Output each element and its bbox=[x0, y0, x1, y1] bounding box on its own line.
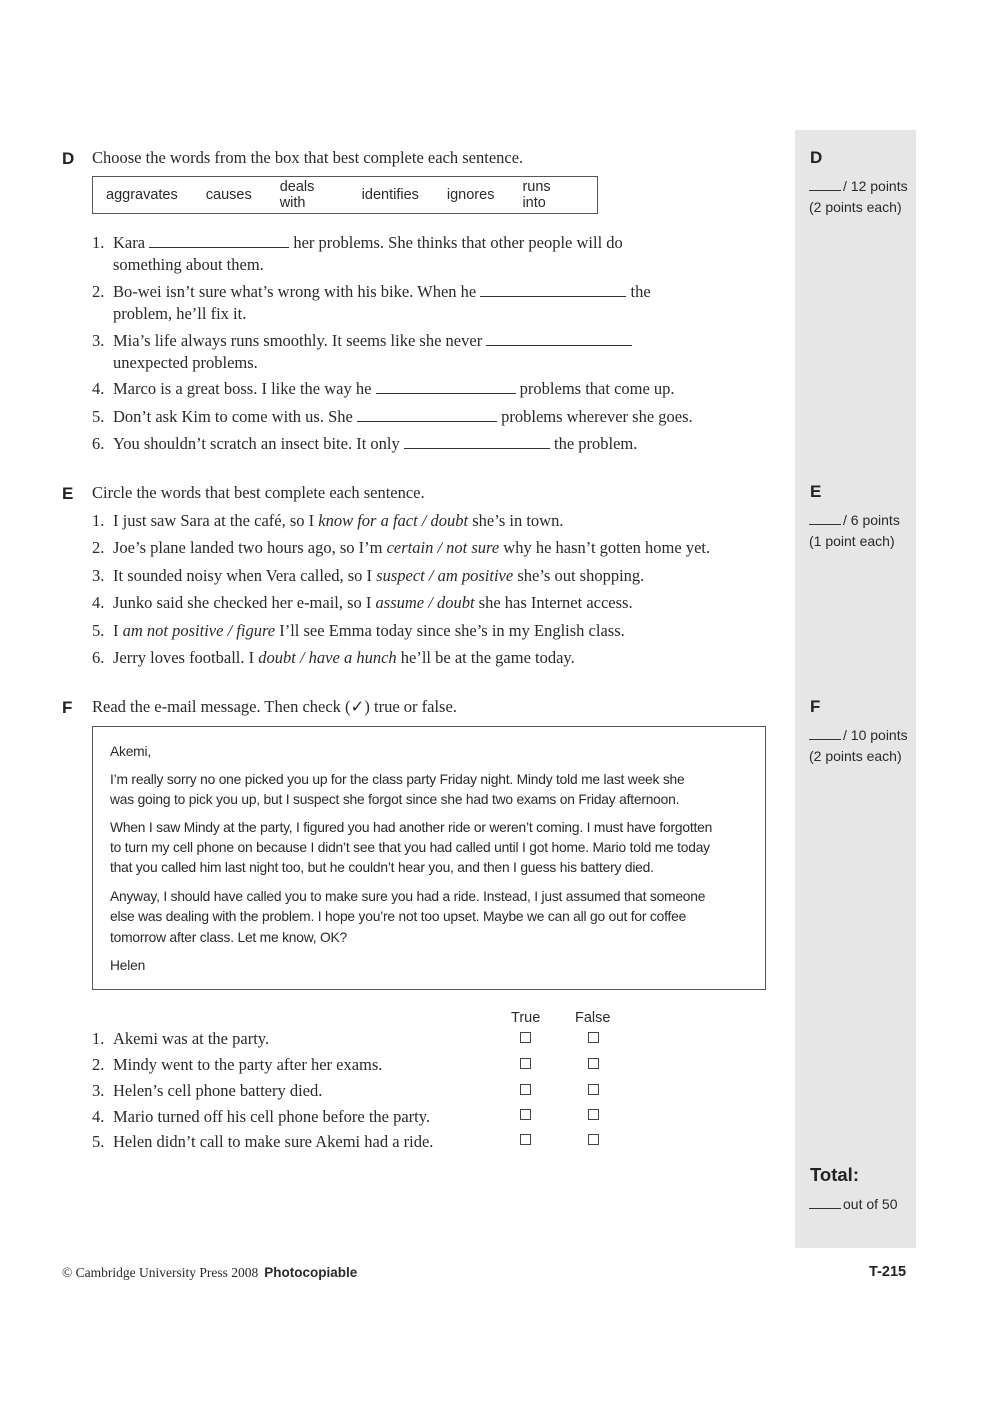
circle-options[interactable]: certain / not sure bbox=[386, 538, 500, 557]
false-checkbox[interactable] bbox=[588, 1084, 599, 1095]
false-checkbox[interactable] bbox=[588, 1109, 599, 1120]
false-checkbox[interactable] bbox=[588, 1058, 599, 1069]
email-signature: Helen bbox=[110, 958, 146, 973]
e-item-3: 3. It sounded noisy when Vera called, so I suspect / am positive she’s out shopping. bbox=[92, 566, 645, 585]
email-line: was going to pick you up, but I suspect she forgot since she had two exams on Friday afternoon. bbox=[110, 792, 680, 807]
email-line: I’m really sorry no one picked you up for the class party Friday night. Mindy told me last week she bbox=[110, 772, 685, 787]
score-blank[interactable] bbox=[809, 178, 841, 191]
section-d-instruction: Choose the words from the box that best complete each sentence. bbox=[92, 148, 524, 167]
f-statement-1: 1. Akemi was at the party. bbox=[92, 1029, 270, 1048]
sidebar-d-each: (2 points each) bbox=[809, 199, 902, 215]
e-item-6: 6. Jerry loves football. I doubt / have a hunch he’ll be at the game today. bbox=[92, 648, 575, 667]
d-item-6: 6. You shouldn’t scratch an insect bite. It only the problem. bbox=[92, 434, 638, 453]
d-item-2: 2. Bo-wei isn’t sure what’s wrong with his bike. When he the bbox=[92, 282, 651, 301]
word-option: runs into bbox=[522, 179, 551, 211]
true-checkbox[interactable] bbox=[520, 1058, 531, 1069]
word-option: aggravates bbox=[106, 187, 178, 203]
word-option: ignores bbox=[446, 187, 495, 203]
email-line: to turn my cell phone on because I didn’t see that you had called until I got home. Mario told me today bbox=[110, 840, 710, 855]
sidebar-d-score: / 12 points bbox=[809, 176, 908, 197]
sidebar-e-each: (1 point each) bbox=[809, 533, 895, 549]
word-option: identifies bbox=[361, 187, 419, 203]
section-d-letter: D bbox=[62, 149, 75, 168]
page-number: T-215 bbox=[869, 1264, 907, 1280]
f-statement-2: 2. Mindy went to the party after her exams. bbox=[92, 1055, 383, 1074]
true-checkbox[interactable] bbox=[520, 1032, 531, 1043]
sidebar-e-score: / 6 points bbox=[809, 510, 900, 531]
f-statement-4: 4. Mario turned off his cell phone before the party. bbox=[92, 1107, 431, 1126]
answer-blank[interactable] bbox=[376, 379, 516, 394]
d-item-3: 3. Mia’s life always runs smoothly. It seems like she never bbox=[92, 330, 632, 352]
e-item-5: 5. I am not positive / figure I’ll see Emma today since she’s in my English class. bbox=[92, 621, 625, 640]
sidebar-total-label: Total: bbox=[810, 1164, 859, 1185]
section-e-letter: E bbox=[62, 484, 74, 503]
photocopiable-label: Photocopiable bbox=[264, 1265, 358, 1280]
true-checkbox[interactable] bbox=[520, 1084, 531, 1095]
email-line: tomorrow after class. Let me know, OK? bbox=[110, 930, 348, 945]
word-option: causes bbox=[205, 187, 252, 203]
answer-blank[interactable] bbox=[486, 331, 632, 346]
sidebar-total-score: out of 50 bbox=[809, 1194, 898, 1215]
d-item-2-cont: problem, he’ll fix it. bbox=[113, 304, 247, 323]
email-line: else was dealing with the problem. I hope you’re not too upset. Maybe we can all go out for coffee bbox=[110, 909, 687, 924]
circle-options[interactable]: am not positive / figure bbox=[122, 621, 276, 640]
d-item-5: 5. Don’t ask Kim to come with us. She problems wherever she goes. bbox=[92, 407, 693, 426]
section-f-instruction: Read the e-mail message. Then check (✓) true or false. bbox=[92, 697, 457, 716]
d-item-1-cont: something about them. bbox=[113, 255, 264, 274]
score-sidebar bbox=[795, 130, 916, 1248]
answer-blank[interactable] bbox=[149, 233, 289, 248]
answer-blank[interactable] bbox=[357, 407, 497, 422]
sidebar-f-letter: F bbox=[810, 697, 821, 716]
email-line: Anyway, I should have called you to make sure you had a ride. Instead, I just assumed that someone bbox=[110, 889, 706, 904]
true-column-label: True bbox=[511, 1010, 541, 1026]
circle-options[interactable]: assume / doubt bbox=[375, 593, 475, 612]
email-line: When I saw Mindy at the party, I figured you had another ride or weren’t coming. I must have forgotten bbox=[110, 820, 713, 835]
email-line: that you called him last night too, but he couldn’t hear you, and then I guess his battery died. bbox=[110, 860, 654, 875]
e-item-2: 2. Joe’s plane landed two hours ago, so I’m certain / not sure why he hasn’t gotten home yet. bbox=[92, 538, 711, 557]
true-checkbox[interactable] bbox=[520, 1134, 531, 1145]
score-blank[interactable] bbox=[809, 727, 841, 740]
e-item-1: 1. I just saw Sara at the café, so I know for a fact / doubt she’s in town. bbox=[92, 511, 564, 530]
d-item-3-cont: unexpected problems. bbox=[113, 353, 258, 372]
answer-blank[interactable] bbox=[480, 282, 626, 297]
circle-options[interactable]: suspect / am positive bbox=[376, 566, 514, 585]
answer-blank[interactable] bbox=[404, 434, 550, 449]
section-f-letter: F bbox=[62, 698, 73, 717]
f-statement-5: 5. Helen didn’t call to make sure Akemi had a ride. bbox=[92, 1132, 434, 1151]
circle-options[interactable]: know for a fact / doubt bbox=[318, 511, 469, 530]
f-statement-3: 3. Helen’s cell phone battery died. bbox=[92, 1081, 323, 1100]
sidebar-e-letter: E bbox=[810, 482, 822, 501]
e-item-4: 4. Junko said she checked her e-mail, so I assume / doubt she has Internet access. bbox=[92, 593, 633, 612]
email-greeting: Akemi, bbox=[110, 744, 151, 759]
sidebar-f-score: / 10 points bbox=[809, 725, 908, 746]
score-blank[interactable] bbox=[809, 1196, 841, 1209]
score-blank[interactable] bbox=[809, 512, 841, 525]
circle-options[interactable]: doubt / have a hunch bbox=[258, 648, 397, 667]
false-checkbox[interactable] bbox=[588, 1032, 599, 1043]
false-checkbox[interactable] bbox=[588, 1134, 599, 1145]
sidebar-d-letter: D bbox=[810, 148, 823, 167]
word-box bbox=[92, 176, 598, 214]
section-e-instruction: Circle the words that best complete each sentence. bbox=[92, 483, 425, 502]
footer-copyright: © Cambridge University Press 2008 Photocopiable bbox=[62, 1265, 358, 1280]
true-checkbox[interactable] bbox=[520, 1109, 531, 1120]
d-item-4: 4. Marco is a great boss. I like the way he problems that come up. bbox=[92, 379, 675, 398]
d-item-1: 1. Kara her problems. She thinks that other people will do bbox=[92, 233, 623, 252]
word-option: deals with bbox=[279, 179, 315, 211]
false-column-label: False bbox=[575, 1010, 611, 1026]
sidebar-f-each: (2 points each) bbox=[809, 748, 902, 764]
